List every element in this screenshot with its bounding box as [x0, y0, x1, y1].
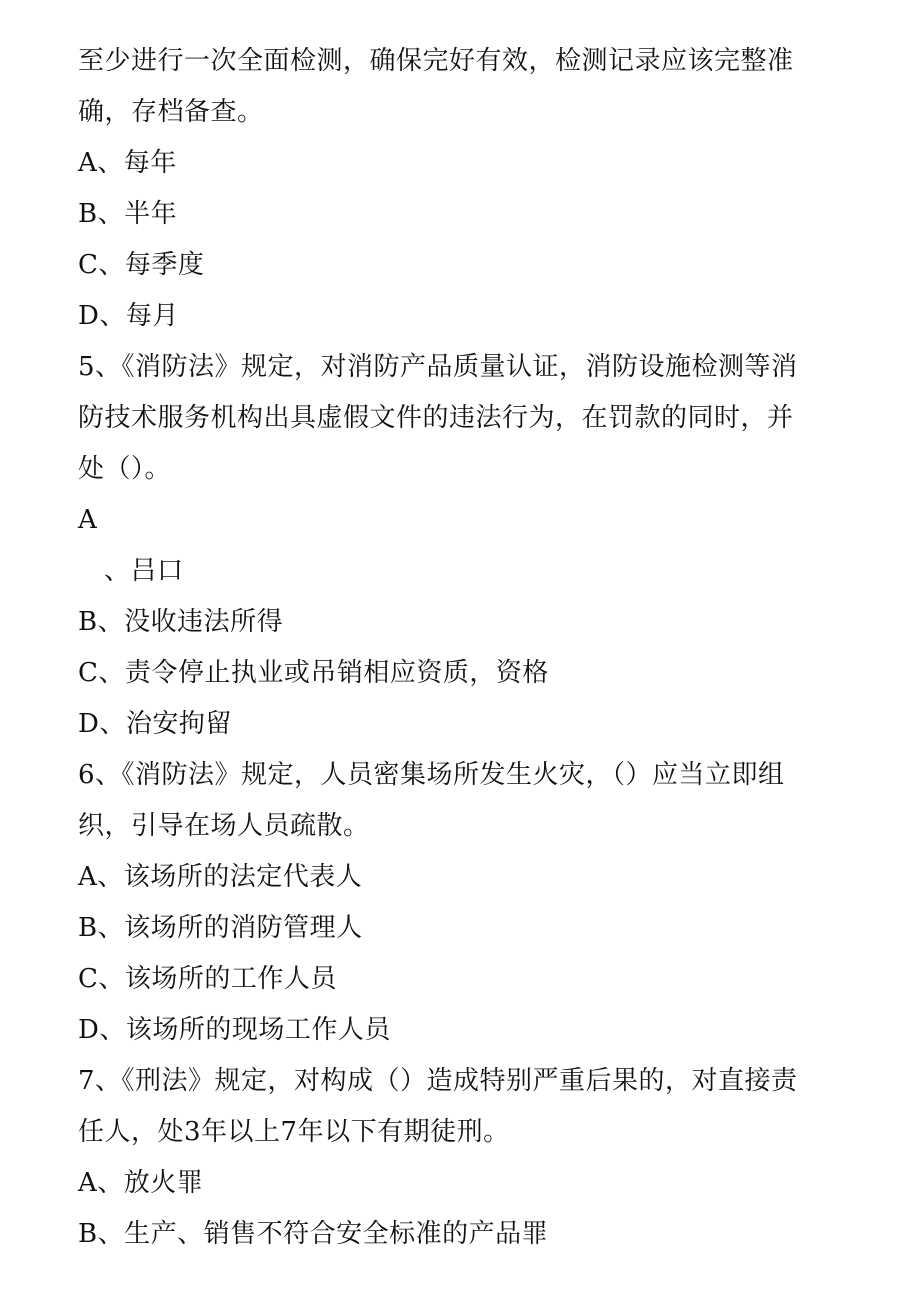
question-5-text-line-1: 5、《消防法》规定，对消防产品质量认证，消防设施检测等消	[78, 352, 798, 382]
question-5-text-line-3: 处（）。	[78, 454, 172, 484]
question-6-option-a: A、该场所的法定代表人	[78, 862, 363, 892]
question-5-option-d: D、治安拘留	[78, 709, 232, 739]
question-5-option-c: C、责令停止执业或吊销相应资质，资格	[78, 658, 549, 688]
question-5-option-a-letter: A	[78, 505, 98, 535]
question-7-option-b: B、生产、销售不符合安全标准的产品罪	[78, 1219, 549, 1249]
question-7-text-line-2: 任人，处3年以上7年以下有期徒刑。	[78, 1117, 510, 1147]
document-page	[78, 36, 858, 1260]
question-4-option-a: A、每年	[78, 148, 177, 178]
question-6-text-line-1: 6、《消防法》规定，人员密集场所发生火灾，（）应当立即组	[78, 760, 785, 790]
question-4-text-line-1: 至少进行一次全面检测，确保完好有效，检测记录应该完整准	[78, 46, 794, 76]
question-7-option-a: A、放火罪	[78, 1168, 204, 1198]
question-5-option-a-text: 、吕口	[104, 556, 184, 586]
question-6-text-line-2: 织，引导在场人员疏散。	[78, 811, 370, 841]
question-4-option-b: B、半年	[78, 199, 178, 229]
question-7-text-line-1: 7、《刑法》规定，对构成（）造成特别严重后果的，对直接责	[78, 1066, 798, 1096]
question-4-option-d: D、每月	[78, 301, 179, 331]
question-6-option-d: D、该场所的现场工作人员	[78, 1015, 391, 1045]
question-5-option-b: B、没收违法所得	[78, 607, 284, 637]
question-4-text-line-2: 确，存档备查。	[78, 97, 264, 127]
question-6-option-b: B、该场所的消防管理人	[78, 913, 363, 943]
question-5-text-line-2: 防技术服务机构出具虚假文件的违法行为，在罚款的同时，并	[78, 403, 794, 433]
question-6-option-c: C、该场所的工作人员	[78, 964, 337, 994]
question-4-option-c: C、每季度	[78, 250, 205, 280]
